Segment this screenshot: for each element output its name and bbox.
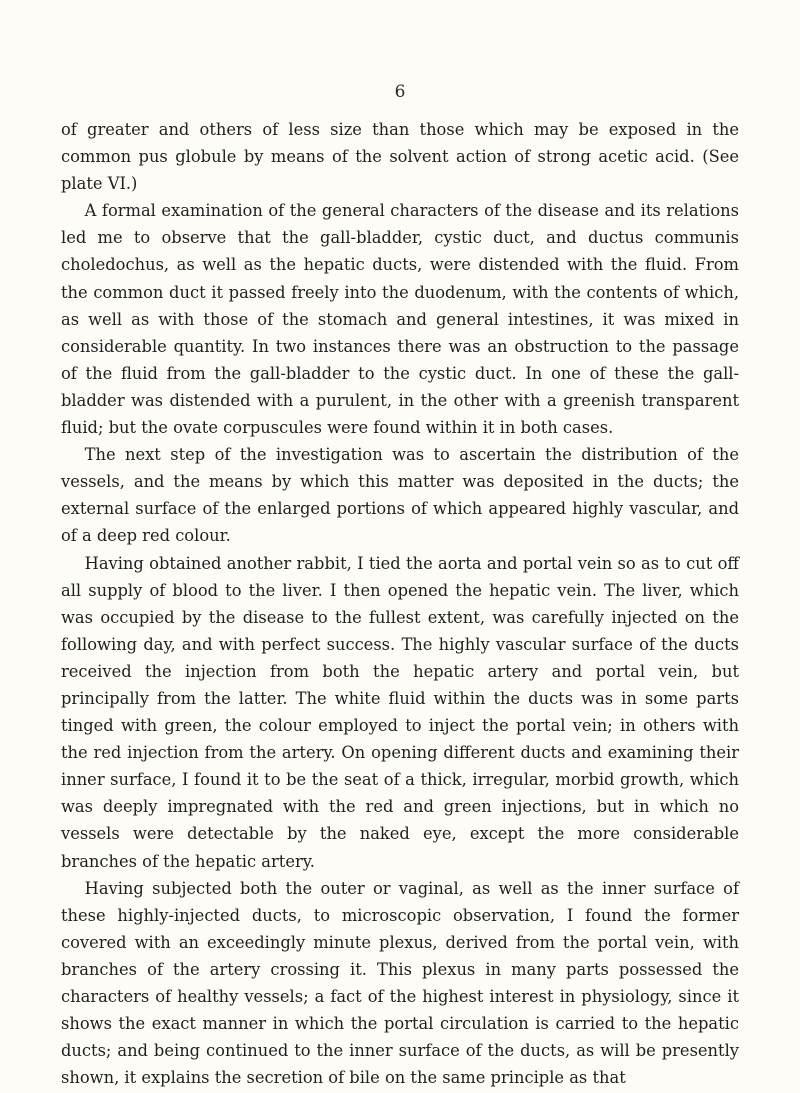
paragraph: The next step of the investigation was to ascertain the distribution of the vessels, and the means by which this matter was deposited in the ducts; the external surface of the enlarged portions of which appeared highly vascular, and of a deep red colour. xyxy=(61,445,739,546)
page-number: 6 xyxy=(394,82,406,102)
paragraph: A formal examination of the general characters of the disease and its relations led me to observe that the gall-bladder, cystic duct, and ductus communis choledochus, as well as the hepatic ducts, were distended with the fluid. From the common duct it passed freely into the duodenum, with the contents of which, as well as with those of the stomach and general intestines, it was mixed in considerable quantity. In two instances there was an obstruction to the passage of the fluid from the gall-bladder to the cystic duct. In one of these the gall-bladder was distended with a purulent, in the other with a greenish transparent fluid; but the ovate corpuscules were found within it in both cases. xyxy=(61,201,739,438)
paragraph-continued: of greater and others of less size than those which may be exposed in the common pus globule by means of the solvent action of strong acetic acid. (See plate VI.) xyxy=(61,120,739,194)
body-text xyxy=(61,116,739,1091)
paragraph: Having obtained another rabbit, I tied the aorta and portal vein so as to cut off all supply of blood to the liver. I then opened the hepatic vein. The liver, which was occupied by the disease to the fullest extent, was carefully injected on the following day, and with perfect success. The highly vascular surface of the ducts received the injection from both the hepatic artery and portal vein, but principally from the latter. The white fluid within the ducts was in some parts tinged with green, the colour employed to inject the portal vein; in others with the red injection from the artery. On opening different ducts and examining their inner surface, I found it to be the seat of a thick, irregular, morbid growth, which was deeply impregnated with the red and green injections, but in which no vessels were detectable by the naked eye, except the more considerable branches of the hepatic artery. xyxy=(61,553,739,871)
paragraph: Having subjected both the outer or vaginal, as well as the inner surface of these highly-injected ducts, to microscopic observation, I found the former covered with an exceedingly minute plexus, derived from the portal vein, with branches of the artery crossing it. This plexus in many parts possessed the characters of healthy vessels; a fact of the highest interest in physiology, since it shows the exact manner in which the portal circulation is carried to the hepatic ducts; and being continued to the inner surface of the ducts, as will be presently shown, it explains the secretion of bile on the same principle as that xyxy=(61,878,739,1088)
